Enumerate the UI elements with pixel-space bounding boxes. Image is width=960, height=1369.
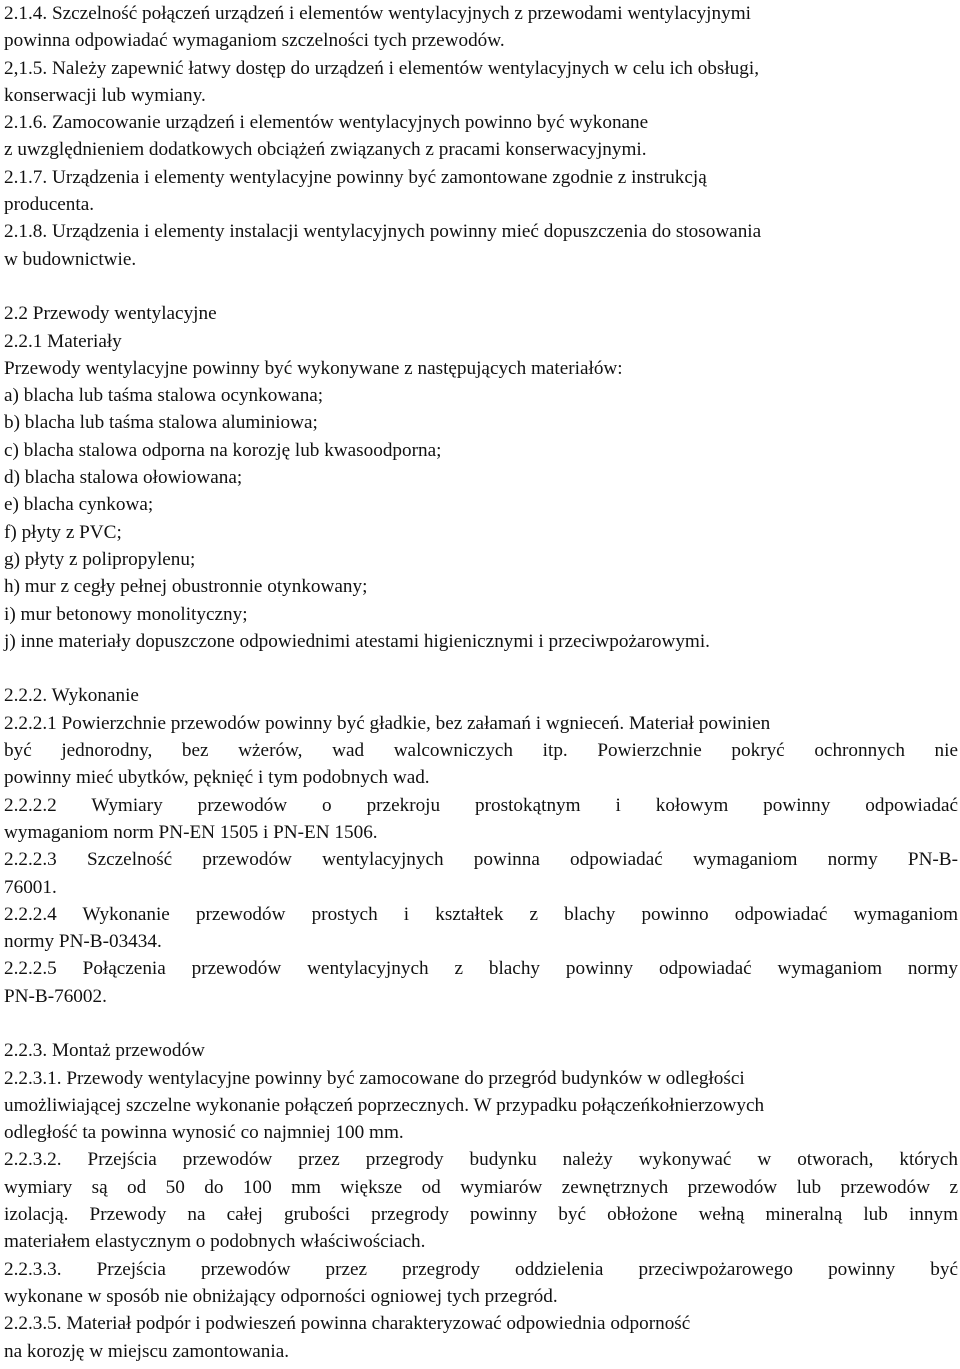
text-line: 2.2.3.2. Przejścia przewodów przez przegrody budynku należy wykonywać w otworach, których — [4, 1149, 958, 1171]
list-item: e) blacha cynkowa; — [4, 494, 154, 516]
list-item: a) blacha lub taśma stalowa ocynkowana; — [4, 385, 324, 407]
list-item: h) mur z cegły pełnej obustronnie otynkowany; — [4, 576, 368, 598]
list-item: g) płyty z polipropylenu; — [4, 548, 196, 570]
text-line: materiałem elastycznym o podobnych właściwościach. — [4, 1231, 426, 1253]
paragraph-gap — [4, 655, 958, 682]
list-item: f) płyty z PVC; — [4, 521, 122, 543]
text-line: Przewody wentylacyjne powinny być wykonywane z następujących materiałów: — [4, 357, 623, 379]
section-heading: 2.2 Przewody wentylacyjne — [4, 303, 217, 325]
subsection-heading: 2.2.1 Materiały — [4, 330, 122, 352]
text-line: powinna odpowiadać wymaganiom szczelności tych przewodów. — [4, 30, 505, 52]
text-line: 2.2.3.1. Przewody wentylacyjne powinny być zamocowane do przegród budynków w odległości — [4, 1067, 745, 1089]
list-item: c) blacha stalowa odporna na korozję lub kwasoodporna; — [4, 439, 442, 461]
text-line: wymiary są od 50 do 100 mm większe od wymiarów zewnętrznych przewodów lub przewodów z — [4, 1176, 958, 1198]
text-line: umożliwiającej szczelne wykonanie połączeń poprzecznych. W przypadku połączeńkołnierzowych — [4, 1094, 765, 1116]
text-line: 2.2.2.1 Powierzchnie przewodów powinny być gładkie, bez załamań i wgnieceń. Materiał powinien — [4, 712, 771, 734]
paragraph-gap — [4, 1010, 958, 1037]
text-line: izolacją. Przewody na całej grubości przegrody powinny być obłożone wełną mineralną lub innym — [4, 1204, 958, 1226]
text-line: 2.2.3.5. Materiał podpór i podwieszeń powinna charakteryzować odpowiednia odporność — [4, 1313, 691, 1335]
document-page — [4, 0, 958, 1365]
text-line: 2.2.2.4 Wykonanie przewodów prostych i kształtek z blachy powinno odpowiadać wymaganiom — [4, 903, 958, 925]
text-line: na korozję w miejscu zamontowania. — [4, 1340, 290, 1362]
list-item: j) inne materiały dopuszczone odpowiednimi atestami higienicznymi i przeciwpożarowymi. — [4, 630, 710, 652]
text-line: 2.2.3.3. Przejścia przewodów przez przegrody oddzielenia przeciwpożarowego powinny być — [4, 1258, 958, 1280]
paragraph-gap — [4, 273, 958, 300]
text-line: 2,1.5. Należy zapewnić łatwy dostęp do urządzeń i elementów wentylacyjnych w celu ich obsługi, — [4, 57, 759, 79]
text-line: 2.2.2.3 Szczelność przewodów wentylacyjnych powinna odpowiadać wymaganiom normy PN-B- — [4, 849, 958, 871]
text-line: odległość ta powinna wynosić co najmniej 100 mm. — [4, 1122, 404, 1144]
list-item: i) mur betonowy monolityczny; — [4, 603, 248, 625]
text-line: wymaganiom norm PN-EN 1505 i PN-EN 1506. — [4, 821, 378, 843]
text-line: 2.2.2.5 Połączenia przewodów wentylacyjnych z blachy powinny odpowiadać wymaganiom normy — [4, 958, 958, 980]
text-line: 2.1.8. Urządzenia i elementy instalacji wentylacyjnych powinny mieć dopuszczenia do stosowania — [4, 221, 762, 243]
text-line: 2.1.7. Urządzenia i elementy wentylacyjne powinny być zamontowane zgodnie z instrukcją — [4, 166, 707, 188]
text-line: być jednorodny, bez wżerów, wad walcowniczych itp. Powierzchnie pokryć ochronnych nie — [4, 740, 958, 762]
text-line: 2.1.4. Szczelność połączeń urządzeń i elementów wentylacyjnych z przewodami wentylacyjnymi — [4, 3, 751, 24]
subsection-heading: 2.2.2. Wykonanie — [4, 685, 139, 707]
text-line: powinny mieć ubytków, pęknięć i tym podobnych wad. — [4, 767, 430, 789]
text-line: w budownictwie. — [4, 248, 137, 270]
text-line: 76001. — [4, 876, 57, 898]
text-line: PN-B-76002. — [4, 985, 107, 1007]
list-item: b) blacha lub taśma stalowa aluminiowa; — [4, 412, 318, 434]
text-line: 2.2.2.2 Wymiary przewodów o przekroju prostokątnym i kołowym powinny odpowiadać — [4, 794, 958, 816]
text-line: 2.1.6. Zamocowanie urządzeń i elementów wentylacyjnych powinno być wykonane — [4, 112, 649, 134]
text-line: wykonane w sposób nie obniżający odporności ogniowej tych przegród. — [4, 1285, 558, 1307]
list-item: d) blacha stalowa ołowiowana; — [4, 467, 243, 489]
subsection-heading: 2.2.3. Montaż przewodów — [4, 1040, 205, 1062]
text-line: producenta. — [4, 194, 95, 216]
text-line: konserwacji lub wymiany. — [4, 84, 206, 106]
text-line: normy PN-B-03434. — [4, 931, 162, 953]
text-line: z uwzględnieniem dodatkowych obciążeń związanych z pracami konserwacyjnymi. — [4, 139, 647, 161]
